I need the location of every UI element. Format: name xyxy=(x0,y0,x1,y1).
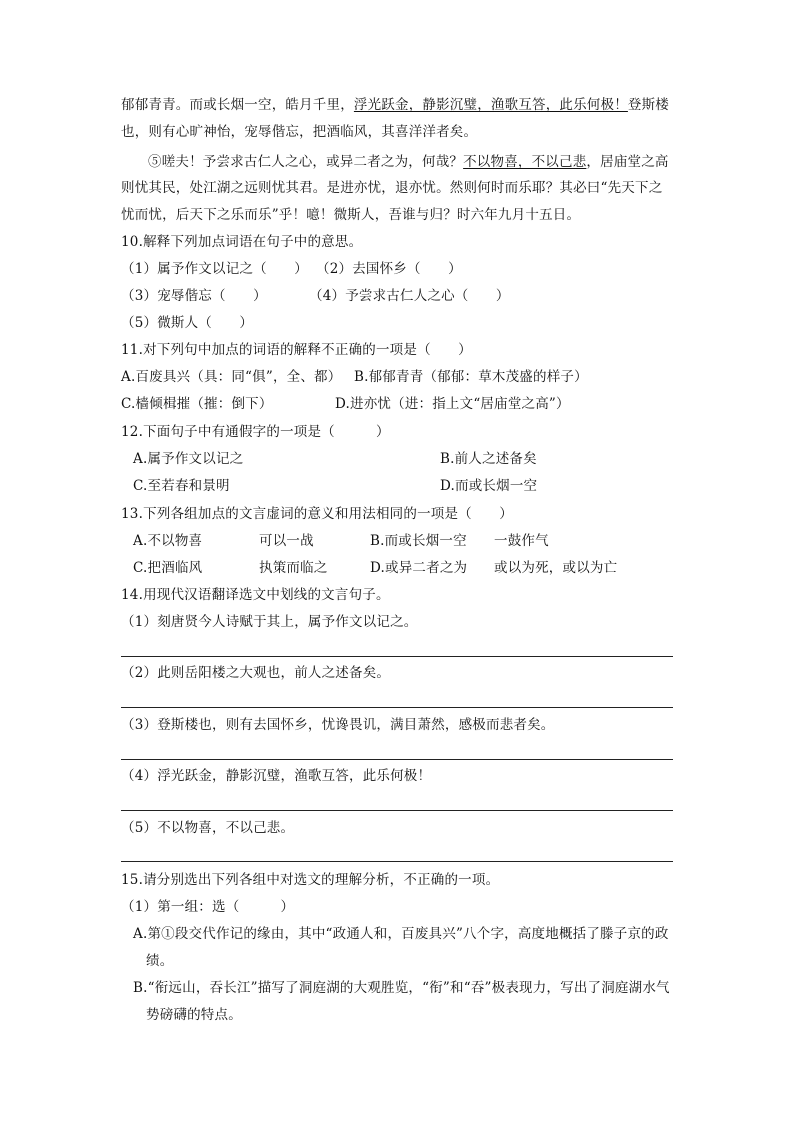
question-13-stem: 13.下列各组加点的文言虚词的意义和用法相同的一项是（ ） xyxy=(121,506,513,522)
question-14-stem: 14.用现代汉语翻译选文中划线的文言句子。 xyxy=(121,587,390,603)
q14-sentence-1: （1）刻唐贤今人诗赋于其上，属予作文以记之。 xyxy=(121,614,418,630)
answer-line-1 xyxy=(121,656,673,657)
answer-line-5 xyxy=(121,861,673,862)
q15-option-a-line-2: 绩。 xyxy=(146,953,174,969)
passage-line-1: 郁郁青青。而或长烟一空，皓月千里，浮光跃金，静影沉璧，渔歌互答，此乐何极！登斯楼 xyxy=(121,97,670,113)
q12-option-a: A.属予作文以记之 xyxy=(133,451,244,467)
answer-line-4 xyxy=(121,810,673,811)
question-11-stem: 11.对下列句中加点的词语的解释不正确的一项是（ ） xyxy=(121,342,472,358)
q13-option-b-1: B.而或长烟一空 xyxy=(370,533,467,549)
q11-option-a: A.百废具兴（具：同“俱”，全、都） xyxy=(121,369,342,385)
q11-option-c: C.樯倾楫摧（摧：倒下） xyxy=(121,396,273,412)
q10-item-1: （1）属予作文以记之（ ） xyxy=(121,261,308,277)
q14-sentence-5: （5）不以物喜，不以己悲。 xyxy=(121,820,295,836)
passage-line-2: 也，则有心旷神怡，宠辱偕忘，把酒临风，其喜洋洋者矣。 xyxy=(121,124,478,140)
q10-item-2: （2）去国怀乡（ ） xyxy=(316,261,462,277)
q13-option-a-2: 可以一战 xyxy=(259,533,314,549)
q13-option-c-2: 执策而临之 xyxy=(259,560,328,576)
answer-line-2 xyxy=(121,707,673,708)
passage-line-4: 则忧其民，处江湖之远则忧其君。是进亦忧，退亦忧。然则何时而乐耶？其必曰“先天下之 xyxy=(121,180,663,196)
passage-line-3: ⑤嗟夫！予尝求古仁人之心，或异二者之为，何哉？不以物喜，不以己悲，居庙堂之高 xyxy=(148,154,669,170)
passage-line-5: 忧而忧，后天下之乐而乐”乎！噫！微斯人，吾谁与归？时六年九月十五日。 xyxy=(121,207,581,223)
underlined-sentence: 不以物喜，不以己悲 xyxy=(463,154,587,170)
q10-item-5: （5）微斯人（ ） xyxy=(121,315,254,331)
q15-option-b-line-1: B.“衔远山，吞长江”描写了洞庭湖的大观胜览，“衔”和“吞”极表现力，写出了洞庭湖水气 xyxy=(133,980,670,996)
q11-option-b: B.郁郁青青（郁郁：草木茂盛的样子） xyxy=(354,369,588,385)
q12-option-b: B.前人之述备矣 xyxy=(440,451,537,467)
q13-option-b-2: 一鼓作气 xyxy=(494,533,549,549)
q13-option-d-1: D.或异二者之为 xyxy=(370,560,468,576)
q10-item-3: （3）宠辱偕忘（ ） xyxy=(121,288,267,304)
q15-option-a-line-1: A.第①段交代作记的缘由，其中“政通人和，百废具兴”八个字，高度地概括了滕子京的政 xyxy=(133,926,669,942)
q14-sentence-2: （2）此则岳阳楼之大观也，前人之述备矣。 xyxy=(121,665,391,681)
q13-option-a-1: A.不以物喜 xyxy=(133,533,203,549)
q14-sentence-4: （4）浮光跃金，静影沉璧，渔歌互答，此乐何极！ xyxy=(121,768,432,784)
q13-option-c-1: C.把酒临风 xyxy=(133,560,203,576)
q14-sentence-3: （3）登斯楼也，则有去国怀乡，忧谗畏讥，满目萧然，感极而悲者矣。 xyxy=(121,717,555,733)
q10-item-4: （4）予尝求古仁人之心（ ） xyxy=(309,288,510,304)
q11-option-d: D.进亦忧（进：指上文“居庙堂之高”） xyxy=(335,396,570,412)
q12-option-c: C.至若春和景明 xyxy=(133,478,230,494)
question-10-stem: 10.解释下列加点词语在句子中的意思。 xyxy=(121,234,363,250)
question-12-stem: 12.下面句子中有通假字的一项是（ ） xyxy=(121,424,390,440)
q15-group-1: （1）第一组：选（ ） xyxy=(121,899,295,915)
question-15-stem: 15.请分别选出下列各组中对选文的理解分析，不正确的一项。 xyxy=(121,872,500,888)
answer-line-3 xyxy=(121,759,673,760)
q13-option-d-2: 或以为死，或以为亡 xyxy=(494,560,618,576)
underlined-sentence: 浮光跃金，静影沉璧，渔歌互答，此乐何极！ xyxy=(353,97,628,113)
q15-option-b-line-2: 势磅礴的特点。 xyxy=(146,1007,242,1023)
q12-option-d: D.而或长烟一空 xyxy=(440,478,538,494)
